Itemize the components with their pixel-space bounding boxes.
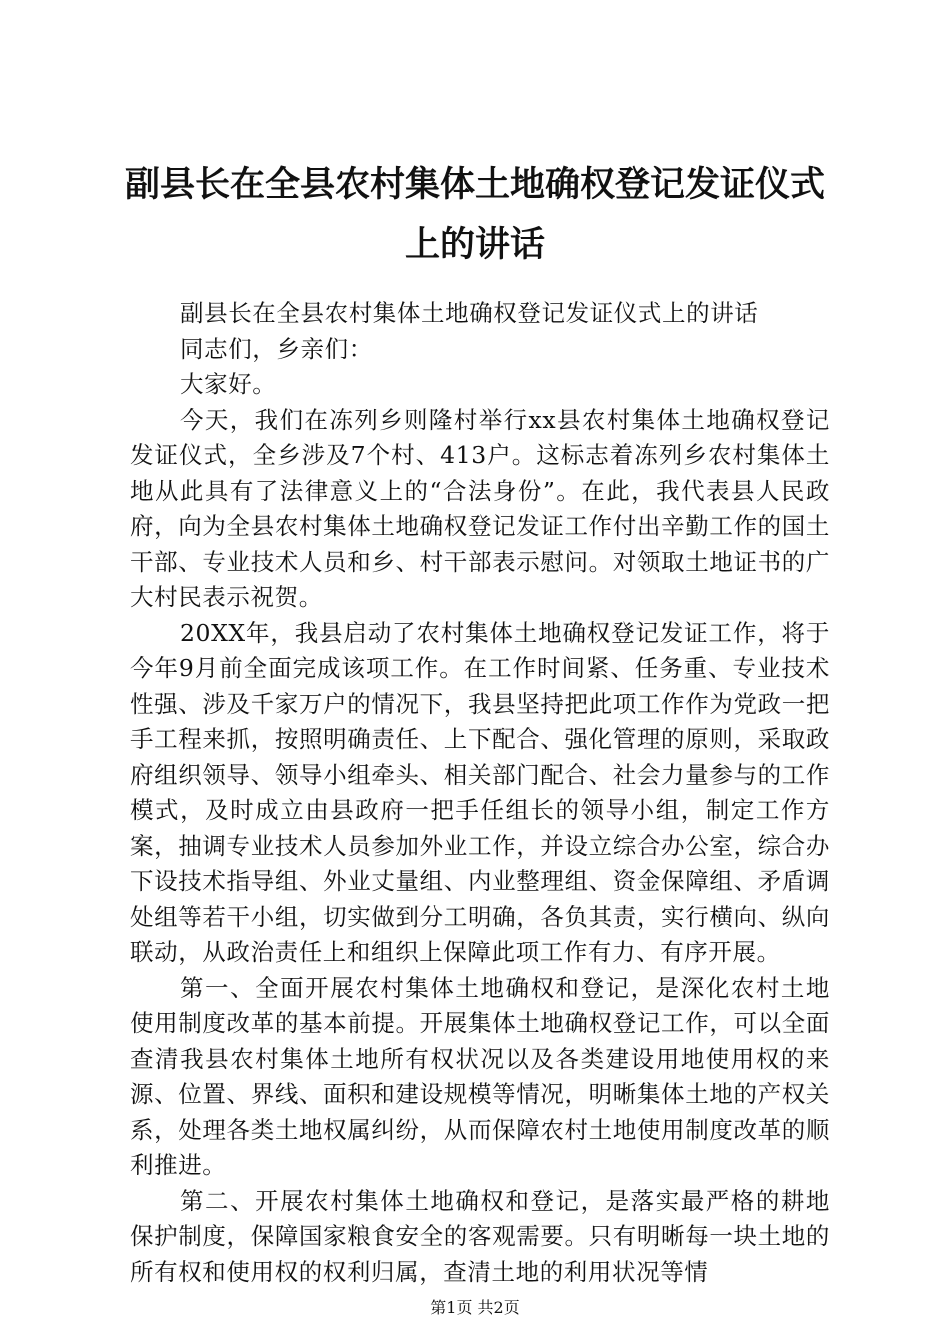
document-body: [130, 296, 830, 1290]
document-title-line-2: 上的讲话: [404, 225, 545, 265]
paragraph-point-one: 第一、全面开展农村集体土地确权和登记，是深化农村土地使用制度改革的基本前提。开展集体土地确权登记工作，可以全面查清我县农村集体土地所有权状况以及各类建设用地使用权的来源、位置、界线、面积和建设规模等情况，明晰集体土地的产权关系，处理各类土地权属纠纷，从而保障农村土地使用制度改革的顺利推进。: [130, 973, 830, 1179]
paragraph-salutation: 同志们，乡亲们：: [180, 334, 373, 363]
document-title-line-1: 副县长在全县农村集体土地确权登记发证仪式: [124, 165, 825, 205]
page-number-footer: 第1页 共2页: [430, 1298, 520, 1317]
paragraph-subtitle: 副县长在全县农村集体土地确权登记发证仪式上的讲话: [180, 299, 759, 327]
paragraph-background: 20XX年，我县启动了农村集体土地确权登记发证工作，将于今年9月前全面完成该项工作。在工作时间紧、任务重、专业技术性强、涉及千家万户的情况下，我县坚持把此项工作作为党政一把手工程来抓，按照明确责任、上下配合、强化管理的原则，采取政府组织领导、领导小组牵头、相关部门配合、社会力量参与的工作模式，及时成立由县政府一把手任组长的领导小组，制定工作方案，抽调专业技术人员参加外业工作，并设立综合办公室，综合办下设技术指导组、外业丈量组、内业整理组、资金保障组、矛盾调处组等若干小组，切实做到分工明确，各负其责，实行横向、纵向联动，从政治责任上和组织上保障此项工作有力、有序开展。: [130, 618, 830, 966]
paragraph-point-two: 第二、开展农村集体土地确权和登记，是落实最严格的耕地保护制度，保障国家粮食安全的客观需要。只有明晰每一块土地的所有权和使用权的权利归属，查清土地的利用状况等情: [130, 1186, 830, 1286]
paragraph-greeting: 大家好。: [180, 370, 277, 398]
paragraph-opening: 今天，我们在冻列乡则隆村举行xx县农村集体土地确权登记发证仪式，全乡涉及7个村、413户。这标志着冻列乡农村集体土地从此具有了法律意义上的“合法身份”。在此，我代表县人民政府，向为全县农村集体土地确权登记发证工作付出辛勤工作的国土干部、专业技术人员和乡、村干部表示慰问。对领取土地证书的广大村民表示祝贺。: [130, 405, 830, 611]
